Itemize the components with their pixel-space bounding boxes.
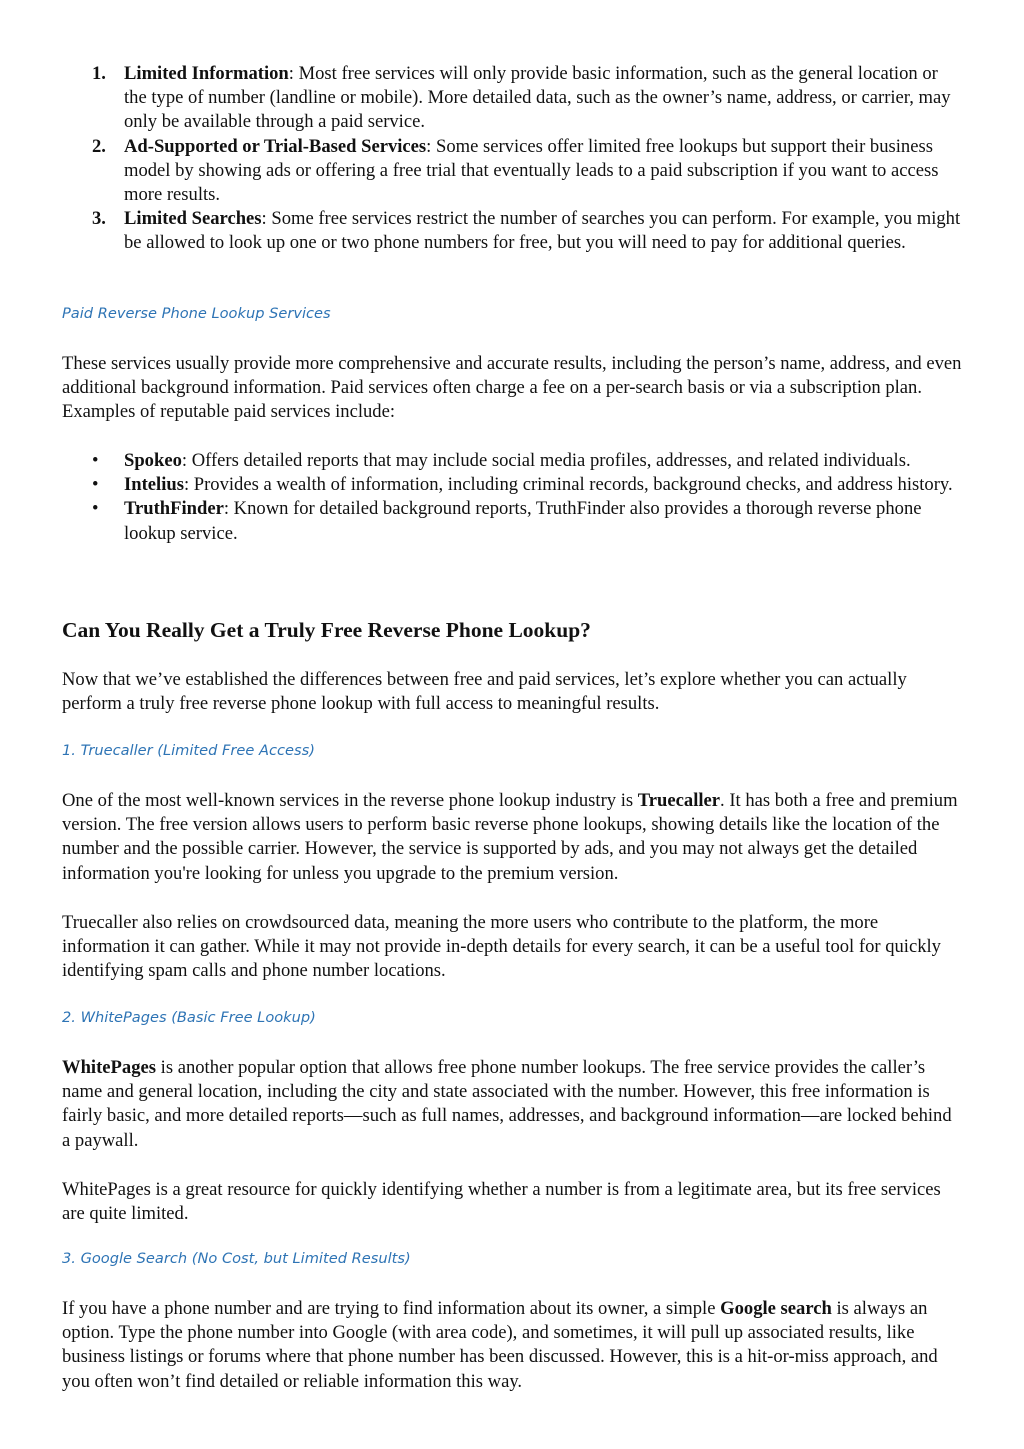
list-text: : Provides a wealth of information, including criminal records, background checks, and address history.	[183, 474, 953, 496]
list-text: : Most free services will only provide basic information, such as the general location or the type of number (landline or mobile). More detailed data, such as the owner’s name, address, or carrier, may only be available through a paid service.	[124, 63, 951, 133]
list-term: Limited Searches	[124, 208, 262, 230]
list-item	[62, 473, 962, 497]
truecaller-paragraph-1	[62, 789, 962, 886]
truecaller-heading: 1. Truecaller (Limited Free Access)	[62, 742, 315, 759]
list-item	[62, 135, 962, 208]
whitepages-heading: 2. WhitePages (Basic Free Lookup)	[62, 1009, 316, 1026]
paid-services-list	[62, 449, 962, 546]
list-item	[62, 497, 962, 545]
list-term: Ad-Supported or Trial-Based Services	[124, 135, 427, 157]
paid-services-intro: These services usually provide more comprehensive and accurate results, including the person’s name, address, and even additional background information. Paid services often charge a fee on a per-search basis or via a subscription plan. Examples of reputable paid services include:	[62, 353, 962, 423]
text-run: is another popular option that allows free phone number lookups. The free service provides the caller’s name and general location, including the city and state associated with the number. However, this free information is fairly basic, and more detailed reports—such as full names, addresses, and background information—are locked behind a paywall.	[62, 1057, 952, 1151]
text-run: is always an option. Type the phone number into Google (with area code), and sometimes, it will pull up associated results, like business listings or forums where that phone number has been discussed. However, this is a hit-or-miss approach, and you often won’t find detailed or reliable information this way.	[62, 1298, 938, 1392]
truecaller-name: Truecaller	[637, 790, 721, 811]
list-number: 2.	[92, 135, 106, 157]
bullet-icon: •	[92, 474, 99, 496]
list-term: Spokeo	[124, 450, 182, 471]
google-search-term: Google search	[720, 1298, 832, 1319]
list-text: : Some free services restrict the number of searches you can perform. For example, you might be allowed to look up one or two phone numbers for free, but you will need to pay for additional queries.	[124, 208, 961, 254]
list-text: : Offers detailed reports that may include social media profiles, addresses, and related individuals.	[181, 450, 911, 471]
list-term: TruthFinder	[124, 498, 224, 520]
paid-services-heading: Paid Reverse Phone Lookup Services	[62, 305, 331, 322]
list-item	[62, 207, 962, 255]
google-heading: 3. Google Search (No Cost, but Limited Results)	[62, 1250, 411, 1267]
list-item	[62, 62, 962, 135]
whitepages-paragraph-2: WhitePages is a great resource for quickly identifying whether a number is from a legitimate area, but its free services are quite limited.	[62, 1179, 941, 1225]
list-number: 1.	[92, 63, 106, 84]
text-run: If you have a phone number and are trying to find information about its owner, a simple	[62, 1298, 721, 1319]
whitepages-name: WhitePages	[62, 1057, 156, 1078]
section-heading: Can You Really Get a Truly Free Reverse Phone Lookup?	[62, 618, 591, 642]
bullet-icon: •	[92, 498, 99, 520]
truecaller-paragraph-2: Truecaller also relies on crowdsourced data, meaning the more users who contribute to the platform, the more information it can gather. While it may not provide in-depth details for every search, it can be a useful tool for quickly identifying spam calls and phone number locations.	[62, 912, 941, 982]
section-intro: Now that we’ve established the differences between free and paid services, let’s explore whether you can actually perform a truly free reverse phone lookup with full access to meaningful results.	[62, 669, 907, 715]
list-term: Limited Information	[124, 63, 289, 84]
list-text: : Some services offer limited free lookups but support their business model by showing ads or offering a free trial that eventually leads to a paid subscription if you want to access more results.	[124, 135, 939, 206]
google-paragraph-1	[62, 1297, 962, 1394]
limitations-list	[62, 62, 962, 256]
list-number: 3.	[92, 208, 106, 230]
list-term: Intelius	[124, 474, 184, 496]
list-text: : Known for detailed background reports, TruthFinder also provides a thorough reverse phone lookup service.	[124, 498, 922, 544]
whitepages-paragraph-1	[62, 1056, 962, 1153]
bullet-icon: •	[92, 450, 99, 471]
text-run: . It has both a free and premium version. The free version allows users to perform basic reverse phone lookups, showing details like the location of the number and the possible carrier. However, the service is supported by ads, and you may not always get the detailed information you're looking for unless you upgrade to the premium version.	[62, 790, 958, 884]
text-run: One of the most well-known services in the reverse phone lookup industry is	[62, 790, 638, 811]
list-item	[62, 449, 962, 473]
